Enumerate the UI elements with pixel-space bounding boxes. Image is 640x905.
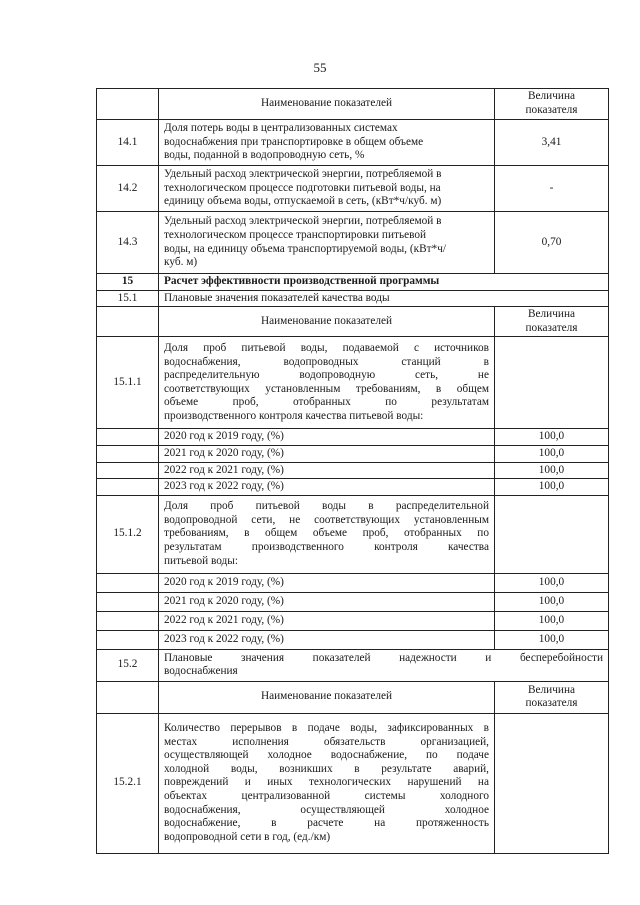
table-row bbox=[97, 120, 609, 166]
year-row bbox=[97, 429, 609, 446]
text-line: Доля потерь воды в централизованных системах bbox=[164, 122, 398, 135]
header-num-cell bbox=[97, 307, 159, 337]
year-num-cell bbox=[97, 479, 159, 496]
year-label: 2022 год к 2021 году, (%) bbox=[159, 611, 495, 630]
year-row bbox=[97, 462, 609, 479]
year-row bbox=[97, 630, 609, 649]
text-line: куб. м) bbox=[164, 256, 198, 269]
header-value bbox=[495, 681, 609, 713]
section-row bbox=[97, 274, 609, 291]
subsection-number: 15.1 bbox=[97, 290, 159, 307]
year-label: 2021 год к 2020 году, (%) bbox=[159, 592, 495, 611]
text-line: Удельный расход электрической энергии, потребляемой в bbox=[164, 168, 442, 181]
text-line: водопроводной сети в год, (ед./км) bbox=[164, 830, 331, 843]
text-line: водоснабжение, в расчете на протяженность bbox=[164, 817, 489, 830]
year-row bbox=[97, 573, 609, 592]
year-row bbox=[97, 592, 609, 611]
header-num-cell bbox=[97, 89, 159, 120]
text-line: технологическом процессе транспортировки питьевой bbox=[164, 228, 427, 241]
text-line: водопроводной сети, не соответствующих установленным bbox=[164, 513, 489, 526]
year-num-cell bbox=[97, 630, 159, 649]
header-value-line2: показателя bbox=[525, 697, 578, 710]
year-value: 100,0 bbox=[495, 611, 609, 630]
year-row bbox=[97, 611, 609, 630]
row-number: 15.1.2 bbox=[97, 495, 159, 573]
row-number: 14.2 bbox=[97, 166, 159, 212]
header-value bbox=[495, 89, 609, 120]
section-number: 15 bbox=[97, 274, 159, 291]
year-value: 100,0 bbox=[495, 462, 609, 479]
row-text bbox=[159, 713, 495, 853]
row-text bbox=[159, 212, 495, 274]
text-line: требованиям, в общем объеме проб, отобранных по bbox=[164, 527, 489, 540]
text-line: Доля проб питьевой воды, подаваемой с источников bbox=[164, 342, 489, 355]
year-value: 100,0 bbox=[495, 573, 609, 592]
text-line: воды, поданной в водопроводную сеть, % bbox=[164, 149, 365, 162]
year-value: 100,0 bbox=[495, 592, 609, 611]
text-line: Удельный расход электрической энергии, потребляемой в bbox=[164, 215, 442, 228]
subsection-title: Плановые значения показателей качества воды bbox=[159, 290, 609, 307]
header-name: Наименование показателей bbox=[159, 681, 495, 713]
row-number: 15.1.1 bbox=[97, 337, 159, 429]
text-line: результатам производственного контроля качества bbox=[164, 541, 489, 554]
year-num-cell bbox=[97, 429, 159, 446]
text-line: водоснабжения, осуществляющей холодное bbox=[164, 803, 489, 816]
table-row bbox=[97, 166, 609, 212]
text-line: осуществляющей холодное водоснабжение, по подаче bbox=[164, 749, 489, 762]
table-header-row bbox=[97, 89, 609, 120]
header-value-line1: Величина bbox=[527, 308, 576, 321]
text-line: объеме проб, отобранных по результатам bbox=[164, 396, 489, 409]
year-label: 2021 год к 2020 году, (%) bbox=[159, 445, 495, 462]
page-number: 55 bbox=[313, 60, 327, 75]
year-value: 100,0 bbox=[495, 429, 609, 446]
header-value-line1: Величина bbox=[527, 683, 576, 696]
header-num-cell bbox=[97, 681, 159, 713]
text-line: воды, на единицу объема транспортируемой воды, (кВт*ч/ bbox=[164, 242, 447, 255]
header-name: Наименование показателей bbox=[159, 89, 495, 120]
text-line: водоснабжения bbox=[164, 665, 238, 678]
row-number: 15.2.1 bbox=[97, 713, 159, 853]
text-line: местах исполнения обязательств организацией, bbox=[164, 735, 489, 748]
row-value: 3,41 bbox=[495, 120, 609, 166]
table-row bbox=[97, 495, 609, 573]
year-value: 100,0 bbox=[495, 479, 609, 496]
subsection-title bbox=[159, 649, 609, 681]
text-line: повреждений и иных технологических нарушений на bbox=[164, 776, 489, 789]
text-line: единицу объема воды, отпускаемой в сеть, (кВт*ч/куб. м) bbox=[164, 195, 442, 208]
text-line: водоснабжения, водопроводных станций в bbox=[164, 355, 489, 368]
table-row bbox=[97, 212, 609, 274]
header-value-line2: показателя bbox=[525, 321, 578, 334]
table-row bbox=[97, 337, 609, 429]
year-num-cell bbox=[97, 592, 159, 611]
year-row bbox=[97, 445, 609, 462]
subsection-row bbox=[97, 290, 609, 307]
year-value: 100,0 bbox=[495, 630, 609, 649]
row-value bbox=[495, 713, 609, 853]
year-num-cell bbox=[97, 573, 159, 592]
subsection-row bbox=[97, 649, 609, 681]
year-row bbox=[97, 479, 609, 496]
row-number: 14.3 bbox=[97, 212, 159, 274]
table-header-row bbox=[97, 681, 609, 713]
text-line: Количество перерывов в подаче воды, зафиксированных в bbox=[164, 722, 489, 735]
text-line: Доля проб питьевой воды в распределительной bbox=[164, 500, 489, 513]
text-line: питьевой воды: bbox=[164, 554, 239, 567]
text-line: технологическом процессе подготовки питьевой воды, на bbox=[164, 181, 441, 194]
section-title: Расчет эффективности производственной программы bbox=[159, 274, 609, 291]
header-value-line2: показателя bbox=[525, 104, 578, 116]
row-value: - bbox=[495, 166, 609, 212]
indicators-table bbox=[96, 88, 609, 854]
row-text bbox=[159, 120, 495, 166]
header-value-line1: Величина bbox=[527, 90, 576, 103]
row-text bbox=[159, 166, 495, 212]
text-line: холодной воды, возникших в результате аварий, bbox=[164, 762, 489, 775]
text-line: соответствующих установленным требованиям, в общем bbox=[164, 382, 489, 395]
year-label: 2020 год к 2019 году, (%) bbox=[159, 429, 495, 446]
row-value bbox=[495, 337, 609, 429]
year-num-cell bbox=[97, 462, 159, 479]
year-num-cell bbox=[97, 445, 159, 462]
table-header-row bbox=[97, 307, 609, 337]
text-line: распределительную водопроводную сеть, не bbox=[164, 369, 489, 382]
row-text bbox=[159, 495, 495, 573]
subsection-number: 15.2 bbox=[97, 649, 159, 681]
text-line: объектах централизованной системы холодного bbox=[164, 790, 489, 803]
year-label: 2020 год к 2019 году, (%) bbox=[159, 573, 495, 592]
header-name: Наименование показателей bbox=[159, 307, 495, 337]
text-line: Плановые значения показателей надежности и бесперебойности bbox=[164, 651, 603, 664]
text-line: водоснабжения при транспортировке в общем объеме bbox=[164, 135, 424, 148]
row-text bbox=[159, 337, 495, 429]
row-number: 14.1 bbox=[97, 120, 159, 166]
year-value: 100,0 bbox=[495, 445, 609, 462]
row-value bbox=[495, 495, 609, 573]
year-label: 2023 год к 2022 году, (%) bbox=[159, 630, 495, 649]
year-num-cell bbox=[97, 611, 159, 630]
row-value: 0,70 bbox=[495, 212, 609, 274]
year-label: 2023 год к 2022 году, (%) bbox=[159, 479, 495, 496]
table-row bbox=[97, 713, 609, 853]
text-line: производственного контроля качества питьевой воды: bbox=[164, 410, 424, 423]
header-value bbox=[495, 307, 609, 337]
year-label: 2022 год к 2021 году, (%) bbox=[159, 462, 495, 479]
